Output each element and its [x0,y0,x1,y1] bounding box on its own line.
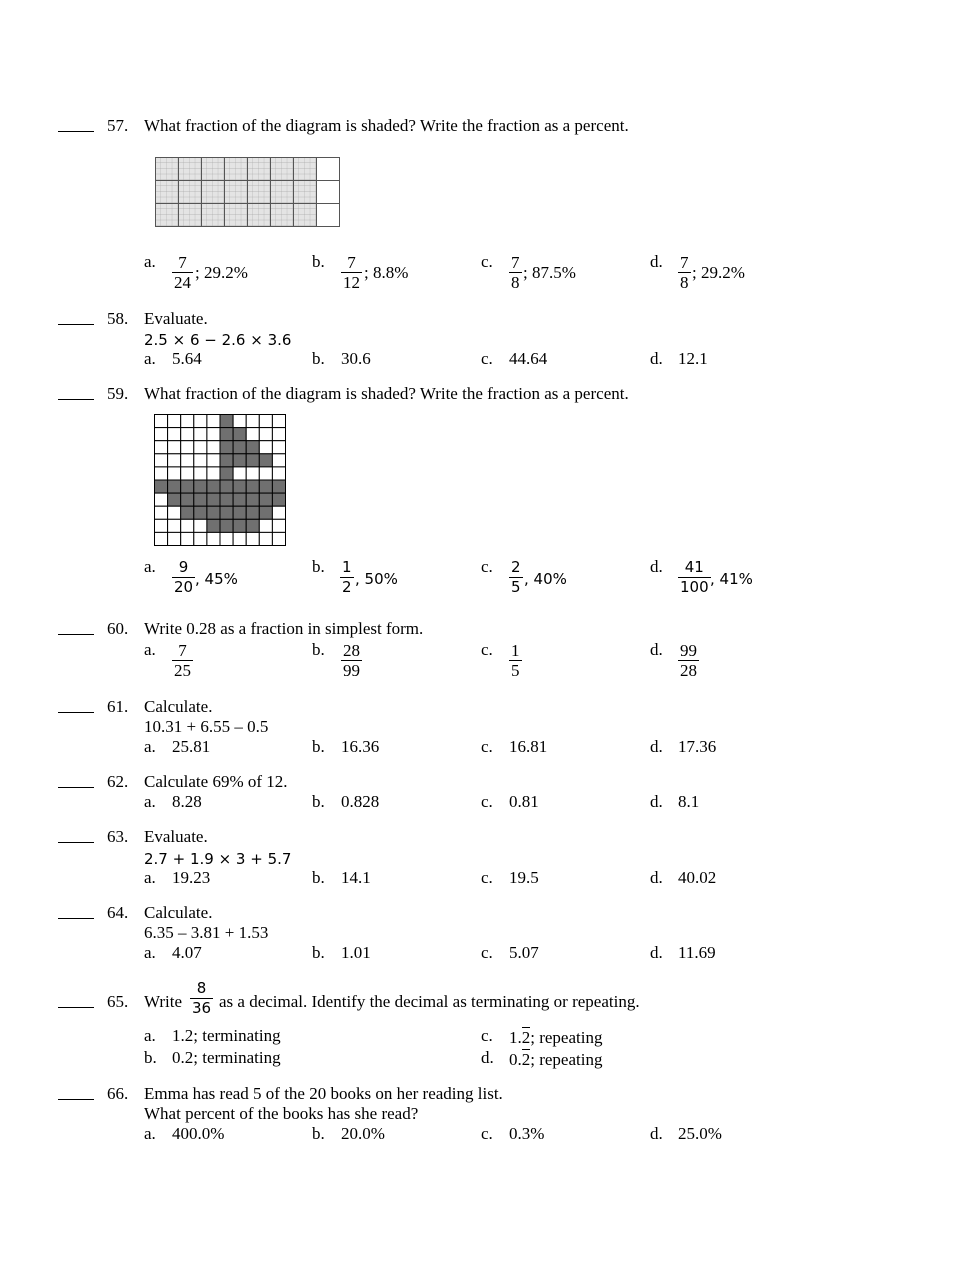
numerator: 28 [343,641,360,660]
option-rest: , 45% [195,570,238,588]
question-number: 60. [107,619,129,638]
option-text: 12.1 [678,349,708,368]
option-letter: d. [650,868,663,887]
option-text: 0.828 [341,792,380,811]
unshaded-cell [259,428,272,441]
option-letter: a. [144,252,156,271]
question-prompt: Evaluate. [144,309,208,328]
expression: 6.35 – 3.81 + 1.53 [144,923,269,942]
option-letter: d. [650,792,663,811]
option-letter: b. [312,1124,325,1143]
unshaded-cell [168,519,181,532]
option-text: 0.3% [509,1124,545,1143]
shaded-cell [179,204,202,227]
shaded-cell [259,480,272,493]
shaded-cell [220,480,233,493]
unshaded-cell [233,415,246,428]
answer-blank[interactable] [58,787,94,788]
unshaded-cell [168,506,181,519]
option-letter: d. [650,1124,663,1143]
shaded-cell [156,204,179,227]
shaded-cell [233,493,246,506]
denominator: 20 [174,578,194,596]
shaded-cell [194,506,207,519]
option-rest: ; 8.8% [364,263,409,282]
unshaded-cell [155,532,168,545]
option-fraction [341,253,362,292]
option-letter: a. [144,792,156,811]
option-letter: b. [312,868,325,887]
unshaded-cell [233,532,246,545]
unshaded-cell [259,467,272,480]
option-fraction [172,641,193,680]
question-prompt-start: Write [144,992,183,1011]
option-letter: d. [650,943,663,962]
option-text: 14.1 [341,868,371,887]
shaded-cell [259,454,272,467]
option-fraction [509,253,522,292]
shaded-cell [181,506,194,519]
unshaded-cell [246,428,259,441]
shaded-cell [225,181,248,204]
option-letter: d. [650,737,663,756]
question-number: 62. [107,772,129,791]
option-text: 4.07 [172,943,202,962]
shaded-cell [233,480,246,493]
unshaded-cell [272,467,285,480]
numerator: 7 [680,253,689,272]
answer-blank[interactable] [58,918,94,919]
question-prompt-end: as a decimal. Identify the decimal as terminating or repeating. [219,992,640,1011]
unshaded-cell [155,415,168,428]
question-prompt: Evaluate. [144,827,208,846]
unshaded-cell [181,441,194,454]
shaded-cell [294,158,317,181]
shaded-cell [202,158,225,181]
question-number: 57. [107,116,129,135]
shaded-cell [194,493,207,506]
question-prompt: Calculate. [144,903,213,922]
unshaded-cell [168,441,181,454]
shaded-cell [225,158,248,181]
denominator: 28 [680,661,697,680]
numerator: 1 [342,558,352,576]
unshaded-cell [259,519,272,532]
shaded-cell [220,415,233,428]
option-fraction [509,558,523,597]
option-letter: a. [144,868,156,887]
unshaded-cell [317,158,340,181]
option-fraction [172,558,195,597]
answer-blank[interactable] [58,634,94,635]
question-prompt: Write 0.28 as a fraction in simplest form. [144,619,424,638]
numerator: 1 [511,641,520,660]
option-letter: a. [144,1026,156,1045]
question-prompt: What fraction of the diagram is shaded? Write the fraction as a percent. [144,116,629,135]
unshaded-cell [272,454,285,467]
unshaded-cell [207,428,220,441]
unshaded-cell [155,506,168,519]
unshaded-cell [233,467,246,480]
question-prompt: Calculate 69% of 12. [144,772,288,791]
option-text: 20.0% [341,1124,385,1143]
numerator: 7 [178,253,187,272]
option-text: 25.81 [172,737,211,756]
shaded-cell [202,181,225,204]
shaded-cell [220,428,233,441]
numerator: 7 [178,641,187,660]
option-letter: a. [144,640,156,659]
unshaded-cell [194,519,207,532]
option-letter: c. [481,640,493,659]
expression: 10.31 + 6.55 – 0.5 [144,717,269,736]
option-letter: c. [481,1124,493,1143]
unshaded-cell [155,428,168,441]
shaded-cell [233,428,246,441]
option-letter: d. [650,557,663,576]
unshaded-cell [317,181,340,204]
unshaded-cell [207,415,220,428]
option-letter: c. [481,943,493,962]
unshaded-cell [220,532,233,545]
option-letter: c. [481,349,493,368]
option-rest: , 50% [355,570,398,588]
shaded-cell [246,519,259,532]
question-number: 63. [107,827,129,846]
unshaded-cell [194,415,207,428]
unshaded-cell [194,454,207,467]
shaded-grid-diagram [154,414,286,546]
answer-blank[interactable] [58,1007,94,1008]
shaded-cell [207,519,220,532]
denominator: 8 [680,273,689,292]
unshaded-cell [272,519,285,532]
shaded-cell [194,480,207,493]
answer-blank[interactable] [58,131,94,132]
option-letter: a. [144,943,156,962]
option-rest: ; 29.2% [195,263,248,282]
unshaded-cell [259,441,272,454]
option-letter: c. [481,1026,493,1045]
denominator: 5 [511,661,520,680]
unshaded-cell [259,532,272,545]
question-number: 66. [107,1084,129,1103]
unshaded-cell [207,454,220,467]
option-letter: d. [650,349,663,368]
shaded-cell [294,204,317,227]
answer-blank[interactable] [58,1099,94,1100]
option-fraction [509,641,522,680]
prompt-fraction [190,979,213,1018]
numerator: 41 [684,558,704,576]
option-fraction [172,253,193,292]
option-text: 40.02 [678,868,717,887]
option-rest: , 40% [524,570,567,588]
option-letter: a. [144,557,156,576]
unshaded-cell [168,428,181,441]
option-text: 8.1 [678,792,700,811]
unshaded-cell [207,467,220,480]
denominator: 36 [192,999,212,1017]
repeating-digit: 2 [521,1028,531,1047]
shaded-cell [271,181,294,204]
unshaded-cell [272,415,285,428]
shaded-cell [272,493,285,506]
option-fraction [678,558,711,597]
question-number: 61. [107,697,129,716]
unshaded-cell [246,415,259,428]
option-letter: d. [650,252,663,271]
option-letter: b. [312,252,325,271]
shaded-cell [220,467,233,480]
shaded-cell [259,506,272,519]
option-rest: ; repeating [530,1028,603,1047]
shaded-cell [233,506,246,519]
unshaded-cell [259,415,272,428]
shaded-cell [220,493,233,506]
answer-blank[interactable] [58,399,94,400]
denominator: 2 [342,578,352,596]
unshaded-cell [181,454,194,467]
question-prompt: Emma has read 5 of the 20 books on her reading list. [144,1084,503,1103]
unshaded-cell [168,467,181,480]
unshaded-cell [246,467,259,480]
shaded-cell [168,480,181,493]
shaded-cell [246,506,259,519]
question-number: 59. [107,384,129,403]
option-letter: b. [312,943,325,962]
decimal-whole: 0. [509,1050,522,1069]
shaded-cell [248,158,271,181]
option-letter: c. [481,868,493,887]
unshaded-cell [155,441,168,454]
question-prompt: What fraction of the diagram is shaded? Write the fraction as a percent. [144,384,629,403]
numerator: 2 [511,558,521,576]
option-text: 11.69 [678,943,716,962]
unshaded-cell [181,532,194,545]
option-rest: ; 29.2% [692,263,745,282]
option-text: 19.23 [172,868,211,887]
shaded-cell [179,181,202,204]
shaded-cell [248,204,271,227]
denominator: 12 [343,273,360,292]
option-repeating-decimal [509,1050,602,1070]
denominator: 5 [511,578,521,596]
unshaded-cell [272,441,285,454]
shaded-cell [246,493,259,506]
shaded-cell [246,480,259,493]
shaded-cell [233,519,246,532]
unshaded-cell [207,441,220,454]
shaded-cell [248,181,271,204]
option-rest: ; 87.5% [523,263,576,282]
denominator: 8 [511,273,520,292]
option-text: 1.2; terminating [172,1026,281,1045]
option-letter: b. [312,792,325,811]
unshaded-cell [272,532,285,545]
shaded-cell [259,493,272,506]
option-repeating-decimal [509,1028,602,1048]
option-letter: d. [650,640,663,659]
option-fraction [678,641,699,680]
option-letter: b. [144,1048,157,1067]
unshaded-cell [168,532,181,545]
option-fraction [341,641,362,680]
shaded-cell [207,493,220,506]
option-text: 44.64 [509,349,548,368]
unshaded-cell [181,428,194,441]
shaded-cell [220,441,233,454]
unshaded-cell [181,519,194,532]
shaded-cell [181,493,194,506]
denominator: 99 [343,661,360,680]
shaded-cell [233,454,246,467]
option-text: 16.81 [509,737,548,756]
option-text: 30.6 [341,349,371,368]
option-text: 5.64 [172,349,202,368]
decimal-whole: 1. [509,1028,522,1047]
numerator: 99 [680,641,697,660]
option-letter: c. [481,792,493,811]
unshaded-cell [168,454,181,467]
option-fraction [340,558,354,597]
option-letter: b. [312,737,325,756]
option-fraction [678,253,691,292]
option-letter: b. [312,557,325,576]
repeating-digit: 2 [521,1050,531,1069]
unshaded-cell [194,428,207,441]
option-text: 17.36 [678,737,717,756]
unshaded-cell [155,467,168,480]
option-text: 5.07 [509,943,539,962]
option-letter: c. [481,252,493,271]
unshaded-cell [155,519,168,532]
shaded-cell [233,441,246,454]
shaded-cell [246,441,259,454]
numerator: 7 [347,253,356,272]
numerator: 8 [196,979,207,997]
option-text: 0.2; terminating [172,1048,281,1067]
unshaded-cell [207,532,220,545]
unshaded-cell [246,532,259,545]
option-letter: a. [144,1124,156,1143]
denominator: 24 [174,273,191,292]
numerator: 7 [511,253,520,272]
question-number: 65. [107,992,129,1011]
answer-blank[interactable] [58,712,94,713]
unshaded-cell [194,441,207,454]
denominator: 25 [174,661,191,680]
unshaded-cell [181,415,194,428]
shaded-cell [181,480,194,493]
unshaded-cell [272,428,285,441]
question-number: 64. [107,903,129,922]
shaded-grid-diagram [155,157,341,228]
unshaded-cell [168,415,181,428]
question-prompt: What percent of the books has she read? [144,1104,419,1123]
unshaded-cell [272,506,285,519]
answer-blank[interactable] [58,842,94,843]
option-text: 0.81 [509,792,539,811]
numerator: 9 [178,558,189,576]
shaded-cell [156,181,179,204]
unshaded-cell [317,204,340,227]
option-letter: c. [481,737,493,756]
option-text: 19.5 [509,868,539,887]
option-text: 25.0% [678,1124,722,1143]
shaded-cell [155,480,168,493]
unshaded-cell [181,467,194,480]
shaded-cell [271,204,294,227]
shaded-cell [272,480,285,493]
option-text: 8.28 [172,792,202,811]
option-letter: a. [144,737,156,756]
shaded-cell [168,493,181,506]
expression: 2.7 + 1.9 × 3 + 5.7 [144,850,292,868]
shaded-cell [271,158,294,181]
option-letter: a. [144,349,156,368]
unshaded-cell [194,532,207,545]
option-rest: ; repeating [530,1050,603,1069]
option-letter: c. [481,557,493,576]
option-text: 400.0% [172,1124,225,1143]
expression: 2.5 × 6 − 2.6 × 3.6 [144,331,292,349]
unshaded-cell [155,493,168,506]
shaded-cell [220,519,233,532]
shaded-cell [225,204,248,227]
option-letter: b. [312,349,325,368]
unshaded-cell [155,454,168,467]
shaded-cell [179,158,202,181]
question-number: 58. [107,309,129,328]
shaded-cell [220,454,233,467]
shaded-cell [207,506,220,519]
shaded-cell [246,454,259,467]
shaded-cell [207,480,220,493]
question-prompt: Calculate. [144,697,213,716]
option-letter: b. [312,640,325,659]
option-letter: d. [481,1048,494,1067]
shaded-cell [220,506,233,519]
option-rest: , 41% [710,570,753,588]
option-text: 1.01 [341,943,371,962]
unshaded-cell [194,467,207,480]
option-text: 16.36 [341,737,380,756]
shaded-cell [294,181,317,204]
answer-blank[interactable] [58,324,94,325]
shaded-cell [202,204,225,227]
shaded-cell [156,158,179,181]
denominator: 100 [680,578,709,596]
